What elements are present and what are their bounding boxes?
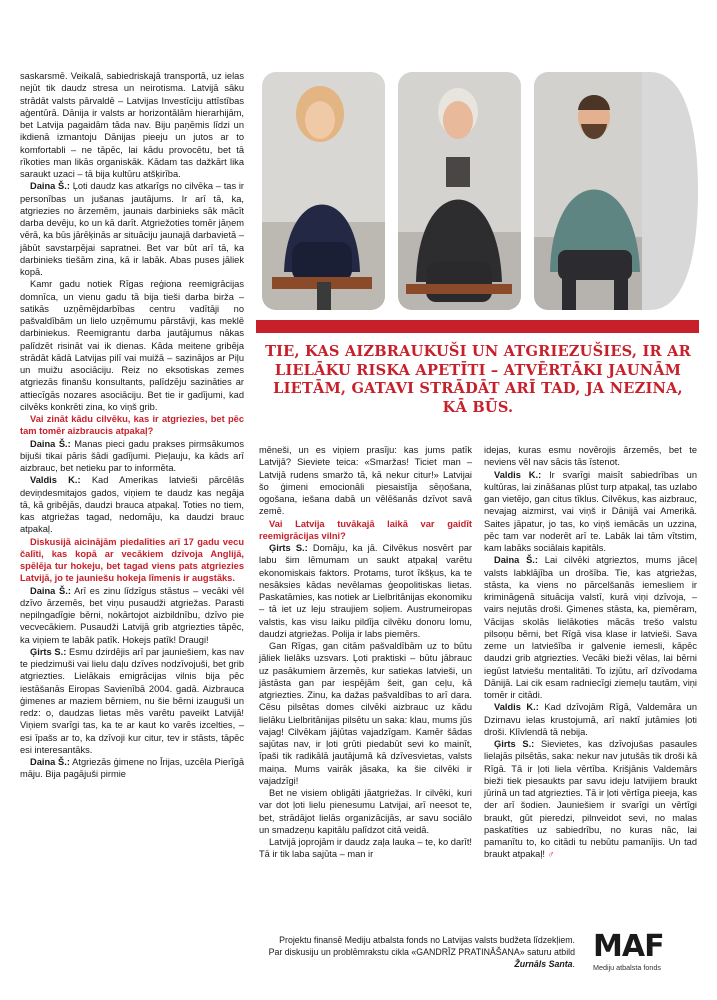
maf-logo-mark: MAF	[593, 929, 664, 964]
article-paragraph	[484, 469, 697, 555]
article-paragraph	[259, 640, 472, 787]
article-paragraph	[259, 542, 472, 640]
paragraph-text: saskarsmē. Veikalā, sabiedriskajā transportā, uz ielas nejūt tik daudz stresa un neirotisma. Latvijā sāku strādāt valsts pārvaldē – Latvijas Investīciju attīstības aģentūrā. Dānija ir valsts ar horizontālām hierarhijām, bet Latvija pagaidām tāda nav. Biju paņēmis līdzi un ikdienā izmantoju Dānijas pieeju un jutos ar to komfortabli – ne tāpēc, lai kādu provocētu, bet tā rīkoties man likās organiskāk. Kādam tas dažkārt lika saraukt uzaci – tā bija kultūru atšķirība.	[20, 71, 244, 179]
speaker-name: Valdis K.:	[30, 475, 81, 486]
article-paragraph	[259, 787, 472, 836]
article-end-mark: ♂	[547, 849, 555, 860]
footer-line-2: Par diskusiju un problēmrakstu cikla «GANDRĪZ PRATINĀŠANA» saturu atbild Žurnāls Santa.	[268, 947, 575, 969]
article-column-1	[20, 70, 244, 781]
article-paragraph	[259, 444, 472, 518]
article-paragraph	[20, 646, 244, 756]
paragraph-text: Arī es zinu līdzīgus stāstus – vecāki vēl dzīvo ārzemēs, bet viņu pusaudži atgriežas. Parasti nepilngadīgie bērni, nokārtojot aizbildnību, dzīvo pie vecvecākiem. Pusaudži Latvijā grib atgriezties tāpēc, ka viņiem te labāk patīk. Hokejs patīk! Draugi!	[20, 585, 244, 645]
footer-line-1: Projektu finansē Mediju atbalsta fonds no Latvijas valsts budžeta līdzekļiem.	[279, 935, 575, 945]
article-paragraph	[20, 278, 244, 413]
speaker-name: Daina Š.:	[30, 585, 71, 596]
speaker-name: Valdis K.:	[494, 469, 542, 480]
paragraph-text: Sievietes, kas dzīvojušas pasaules lielajās pilsētās, saka: nekur nav jutušās tik droši kā Rīgā. Tā ir ļoti liela vērtība. Krišjānis Valdemārs bieži tiek piesaukts par savu ideju latvijiem braukt jūrinā un tad atgriezties. Tā ir ļoti vērtīga pieeja, kas der arī šodien. Jauniešiem ir svarīgi un vērtīgi braukt, gūt pieredzi, pilnveidot sevi, no malas paskatīties uz sabiedrību, no kuras nāc, lai pamanītu to, ko citādi tu nebūtu pamanījis. Un tad braukt atpakaļ!	[484, 739, 697, 860]
paragraph-text: Ir svarīgi maisīt sabiedrības un kultūras, lai zināšanas plūst turp atpakaļ, tas uzlabo gan vietējo, gan citus tīklus. Cilvēkus, kas aizbrauc, nevajag aizmirst, vai viņš ir Dānijā vai Amerikā. Saites jāpatur, jo tas, ko viņš iemācās un uzzina, pēc tam var noderēt arī te. Labāk lai tām vītstim, kam labāks sociālais kapitāls.	[484, 469, 697, 553]
paragraph-text: Kad Amerikas latvieši pārcēlās deviņdesmitajos gados, viņiem te daudz kas negāja tā, kā gribējās, daudzi brauca atpakaļ. Toties no tiem, kas atgriežas tagad, nedomāju, ka daudzi brauc atpakaļ.	[20, 475, 244, 535]
article-paragraph	[20, 438, 244, 475]
interview-question: Vai Latvija tuvākajā laikā var gaidīt reemigrācijas vilni?	[259, 518, 472, 541]
article-paragraph	[484, 444, 697, 469]
speaker-name: Daina Š.:	[30, 757, 70, 767]
article-paragraph	[259, 836, 472, 861]
photo-girts	[534, 72, 657, 310]
article-paragraph	[484, 554, 697, 701]
paragraph-text: Bet ne visiem obligāti jāatgriežas. Ir cilvēki, kuri var dot ļoti lielu pienesumu Latvijai, arī neesot te, bet, strādājot lielās organizācijās, ar savu sociālo un smadzeņu kapitālu palīdzot citā veidā.	[259, 788, 472, 835]
funding-footer	[250, 934, 575, 970]
article-column-3	[484, 444, 697, 861]
speaker-name: Ģirts S.:	[269, 543, 308, 553]
red-divider-bar	[256, 320, 699, 333]
speaker-name: Daina Š.:	[30, 181, 70, 192]
paragraph-text: Ļoti daudz kas atkarīgs no cilvēka – tas ir personības un jušanas jautājums. Ir arī tā, ka, atgriezies no ārzemēm, jaunais darbinieks sāk mācīt darba devēju, ko un kā darīt. Atgriežoties tomēr jāņem vērā, ka būs jārēķinās ar situāciju jaunajā darbavietā – jābūt savstarpējai sapratnei. Bet var būt arī tā, ka darbinieks tiešām zina, kā ir labāk. Abas puses jāliek kopā.	[20, 181, 244, 277]
paragraph-text: mēneši, un es viņiem prasīju: kas jums patīk Latvijā? Sieviete teica: «Smaržas! Ticiet man – Latvijā rudens smaržo tā, kā nekur citur!» Latvijai šo ģimeni emocionāli piesaistīja sēņošana, ogošana, iešana dabā un vēlēšanās dzīvot savā zemē.	[259, 445, 472, 517]
maf-logo	[593, 929, 697, 972]
interview-question: Diskusijā aicinājām piedalīties arī 17 gadu vecu čalīti, kas kopā ar vecākiem dzīvoja Anglijā, spēlēja tur hokeju, bet tagad viens pats atgriezies Latvijā, jo te jauniešu hokeja līmenis ir augstāks.	[20, 536, 244, 584]
interview-question: Vai zināt kādu cilvēku, kas ir atgriezies, bet pēc tam tomēr aizbraucis atpakaļ?	[20, 414, 244, 437]
paragraph-text: Kad dzīvojām Rīgā, Valdemāra un Dzirnavu ielas krustojumā, arī naktī jutāmies ļoti droši. Klīvlendā tā nebija.	[484, 702, 697, 737]
paragraph-text: Gan Rīgas, gan citām pašvaldībām uz to būtu jāliek lielāks uzsvars. Ļoti praktiski – būtu jābrauc uz pasākumiem ārzemēs, kur satiekas latvieši, un jāstāsta gan par iespējām šeit, gan ceļu, kā atgriezties. Zinu, ka dažas pašvaldības to arī dara. Cēsu pilsētas domes cilvēki aizbrauc uz kādu lielāku Lielbritānijas pilsētu un saka: klau, mums jūs vajag! Cilvēkam jājūtas vajadzīgam. Kamēr šādas sajūtas nav, ir ļoti grūti piedabūt sevi ko mainīt, īpaši tik radikālā jautājumā kā dzīvesvietas, valsts maiņa. Mums vairāk jāsaka, ka šie cilvēki ir vajadzīgi!	[259, 641, 472, 786]
photo-strip	[262, 72, 657, 310]
article-paragraph	[20, 180, 244, 278]
decorative-letter-d	[642, 72, 698, 310]
speaker-name: Ģirts S.:	[494, 739, 535, 749]
photo-daina	[262, 72, 385, 310]
article-paragraph	[20, 70, 244, 180]
paragraph-text: idejas, kuras esmu novērojis ārzemēs, bet te neviens vēl nav sācis tās īstenot.	[484, 445, 697, 468]
photo-valdis	[398, 72, 521, 310]
speaker-name: Valdis K.:	[494, 702, 539, 713]
article-column-2	[259, 444, 472, 861]
paragraph-text: Manas pieci gadu prakses pirmsākumos bijuši tikai pāris šādi gadījumi. Pieļauju, ka kāds arī aizbrauc, bet netieku par to informēta.	[20, 438, 245, 473]
speaker-name: Daina Š.:	[30, 438, 71, 449]
paragraph-text: Domāju, ka jā. Cilvēkus nosvērt par labu šim lēmumam un saukt atpakaļ varētu ekonomiskais faktors. Protams, turot īkšķus, ka te nesāksies kādas nevēlamas ģeopolitiskas lietas. Paskatāmies, kas notiek ar Lielbritānijas ekonomiku – tā iet uz leju straujiem soļiem. Austrumeiropas valstis, kas visu laiku pildīja cilvēku donoru lomu, daudzi atgriežas. Polija ir labs piemērs.	[259, 543, 473, 639]
article-paragraph	[484, 738, 697, 861]
article-paragraph	[20, 474, 244, 535]
article-paragraph	[20, 585, 244, 646]
paragraph-text: Esmu dzirdējis arī par jauniešiem, kas nav te piedzimuši vai lielu daļu dzīves nodzīvojuši, bet grib atgriezties. Lielākais emigrācijas vilnis bija pēc iestāšanās Eiropas Savienībā 2004. gadā. Aizbrauca ģimenes ar maziem bērniem, nu šie bērni izauguši un redz: o, daudzas lietas mēs varētu paveikt Latvijā! Viņiem svarīgi tas, ka te ar kaut ko varēs izcelties, – esi īpašs ar to, ka dzīvoji kur citur, tev ir stāsts, tāpēc esi interesantāks.	[20, 646, 244, 755]
article-paragraph	[20, 756, 244, 781]
footer-credit: Žurnāls Santa	[514, 959, 573, 969]
paragraph-text: Lai cilvēki atgrieztos, mums jāceļ valsts labklājība un drošība. Tie, kas atgriežas, stāsta, ka viens no pārcelšanās iemesliem ir krimināgenā situācija valstī, kurā viņi dzīvoja, – vairs nejutās droši. Ģimenes stāsta, ka, piemēram, Vācijas skolās lielākoties mācās trešo valstu pilsoņu bērni, bet Rīgā visa klase ir latvieši. Sava zeme un latviešība ir galvenie iemesli, kāpēc daudzi grib atgriezties. Vecāki bieži vēlas, lai bērni iegūst latviešu mentalitāti. To izjūtu, arī dzīvodama Dānijā. Lai cik esam radniecīgi ziemeļu tautām, viņi tomēr ir citādi.	[484, 555, 698, 700]
article-paragraph	[484, 701, 697, 738]
paragraph-text: Kamr gadu notiek Rīgas reģiona reemigrācijas domnīca, un vienu gadu tā bija tieši darba birža – satikās uzņēmējdarbības centru vadītāji no pašvaldībām un lielo uzņēmumu pārstāvji, kas meklē darbiniekus. Reemigrantu darba jautājumus nākas palīdzēt risināt vai ik dienas. Kāda meitene gribēja strādāt kādā Latvijas pilī vai muižā – sazinājos ar Piļu un muižu asociāciju. Reiz no eksotiskas zemes atgriezās finanšu konsultants, palīdzēju sazināties ar attiecīgās nozares asociāciju. Bet tie ir gadījumi, kad cilvēks konkrēti zina, ko viņš grib.	[20, 279, 244, 412]
speaker-name: Ģirts S.:	[30, 646, 67, 657]
maf-logo-subtitle: Mediju atbalsta fonds	[593, 963, 661, 972]
paragraph-text: Latvijā joprojām ir daudz zaļa lauka – te, ko darīt! Tā ir tik laba sajūta – man ir	[259, 837, 472, 860]
paragraph-text: Atgriezās ģimene no Īrijas, uzcēla Pierīgā māju. Bija pagājuši pirmie	[20, 757, 244, 780]
speaker-name: Daina Š.:	[494, 555, 538, 566]
pull-quote: TIE, KAS AIZBRAUKUŠI UN ATGRIEZUŠIES, IR AR LIELĀKU RISKA APETĪTI – ATVĒRTĀKI JAUNĀM LIETĀM, GATAVI STRĀDĀT ARĪ TAD, JA NEZINA, KĀ BŪS.	[265, 343, 691, 416]
